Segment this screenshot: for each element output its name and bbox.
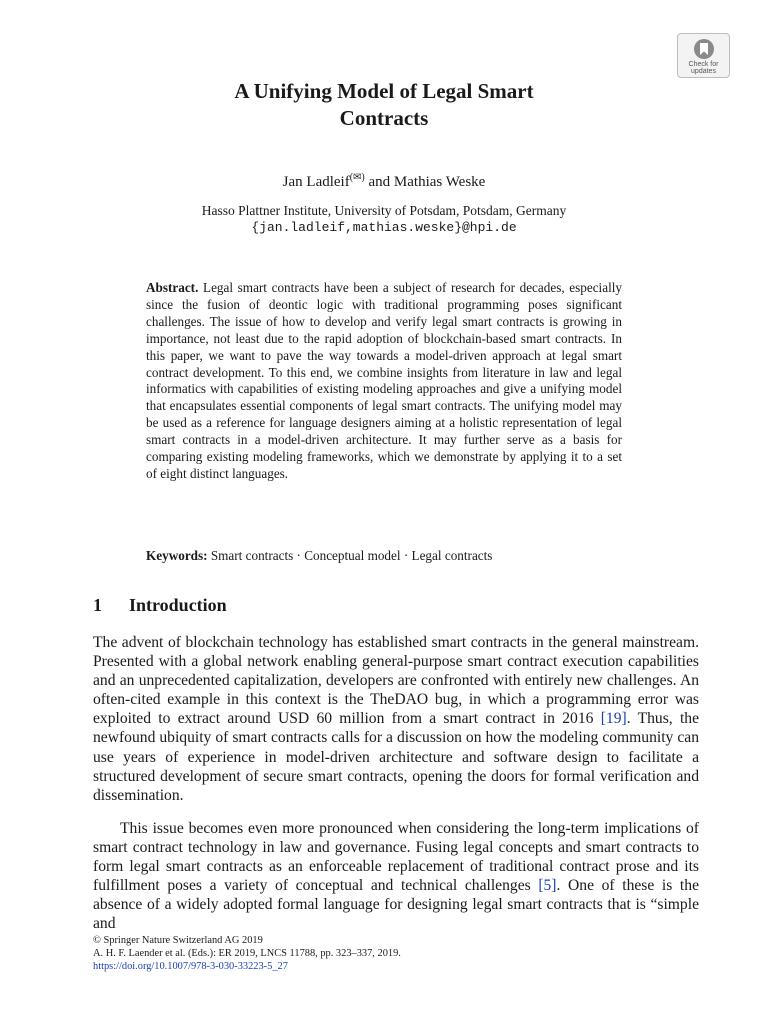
intro-paragraph-1 bbox=[93, 633, 699, 805]
citation-link[interactable]: [5] bbox=[538, 877, 557, 895]
keywords-label: Keywords: bbox=[146, 548, 208, 563]
paper-title: A Unifying Model of Legal Smart Contracts bbox=[234, 79, 534, 130]
abstract-text: Legal smart contracts have been a subject of research for decades, especially since the fusion of deontic logic with traditional programming poses significant challenges. The issue of how to develop and verify legal smart contracts is growing in importance, not least due to the rapid adoption of blockchain-based smart contracts. In this paper, we want to pave the way towards a model-driven approach at legal smart contract development. To this end, we combine insights from literature in law and legal informatics with capabilities of existing modeling approaches and give a unifying model that encapsulates essential components of legal smart contracts. The unifying model may be used as a reference for language designers aiming at a holistic representation of legal smart contracts in a model-driven architecture. It may further serve as a basis for comparing existing modeling frameworks, which we demonstrate by applying it to a set of eight distinct languages. bbox=[146, 280, 622, 481]
paragraph-text: . Thus, the newfound ubiquity of smart contracts calls for a discussion on how the modeling community can use years of experience in model-driven architecture and software design to facilitate a structured development of secure smart contracts, opening the doors for formal verification and dissemination. bbox=[93, 710, 699, 804]
intro-paragraph-2 bbox=[93, 819, 699, 934]
section-heading bbox=[93, 594, 227, 616]
badge-label: Check for updates bbox=[688, 61, 719, 75]
footer bbox=[93, 935, 699, 973]
copyright-notice: © Springer Nature Switzerland AG 2019 bbox=[93, 935, 263, 946]
paragraph-text: This issue becomes even more pronounced when considering the long-term implications of smart contract technology in law and governance. Fusing legal concepts and smart contracts to form legal smart contracts as an enforceable replacement of traditional contract prose and its fulfillment poses a variety of conceptual and technical challenges bbox=[93, 820, 699, 895]
affiliation: Hasso Plattner Institute, University of Potsdam, Potsdam, Germany bbox=[201, 203, 567, 218]
keywords-text: Smart contracts · Conceptual model · Legal contracts bbox=[207, 548, 493, 563]
author-first: Jan Ladleif bbox=[282, 174, 350, 190]
citation-link[interactable]: [19] bbox=[600, 710, 627, 728]
check-for-updates-badge[interactable] bbox=[677, 33, 730, 78]
paragraph-text: The advent of blockchain technology has established smart contracts in the general mainstream. Presented with a global network enabling general-purpose smart contract execution capabilities and an unprecedented capitalization, developers are confronted with entirely new challenges. An often-cited example in this context is the TheDAO bug, in which a programming error was exploited to extract around USD 60 million from a smart contract in 2016 bbox=[93, 634, 699, 728]
doi-link[interactable]: https://doi.org/10.1007/978-3-030-33223-5_27 bbox=[93, 960, 288, 972]
abstract-label: Abstract. bbox=[146, 280, 199, 295]
citation-info: A. H. F. Laender et al. (Eds.): ER 2019, LNCS 11788, pp. 323–337, 2019. bbox=[93, 947, 401, 959]
author-rest: and Mathias Weske bbox=[364, 174, 486, 190]
bookmark-update-icon bbox=[693, 38, 715, 60]
section-title: Introduction bbox=[129, 595, 227, 615]
author-line bbox=[0, 169, 768, 191]
section-number: 1 bbox=[93, 595, 102, 615]
author-email: {jan.ladleif,mathias.weske}@hpi.de bbox=[251, 220, 517, 235]
keywords bbox=[146, 547, 622, 564]
abstract bbox=[146, 280, 622, 483]
paragraph-text: . One of these is the absence of a widely adopted formal language for designing legal smart contracts that is “simple and bbox=[93, 877, 699, 933]
corresponding-author-mark: (✉) bbox=[349, 172, 365, 183]
